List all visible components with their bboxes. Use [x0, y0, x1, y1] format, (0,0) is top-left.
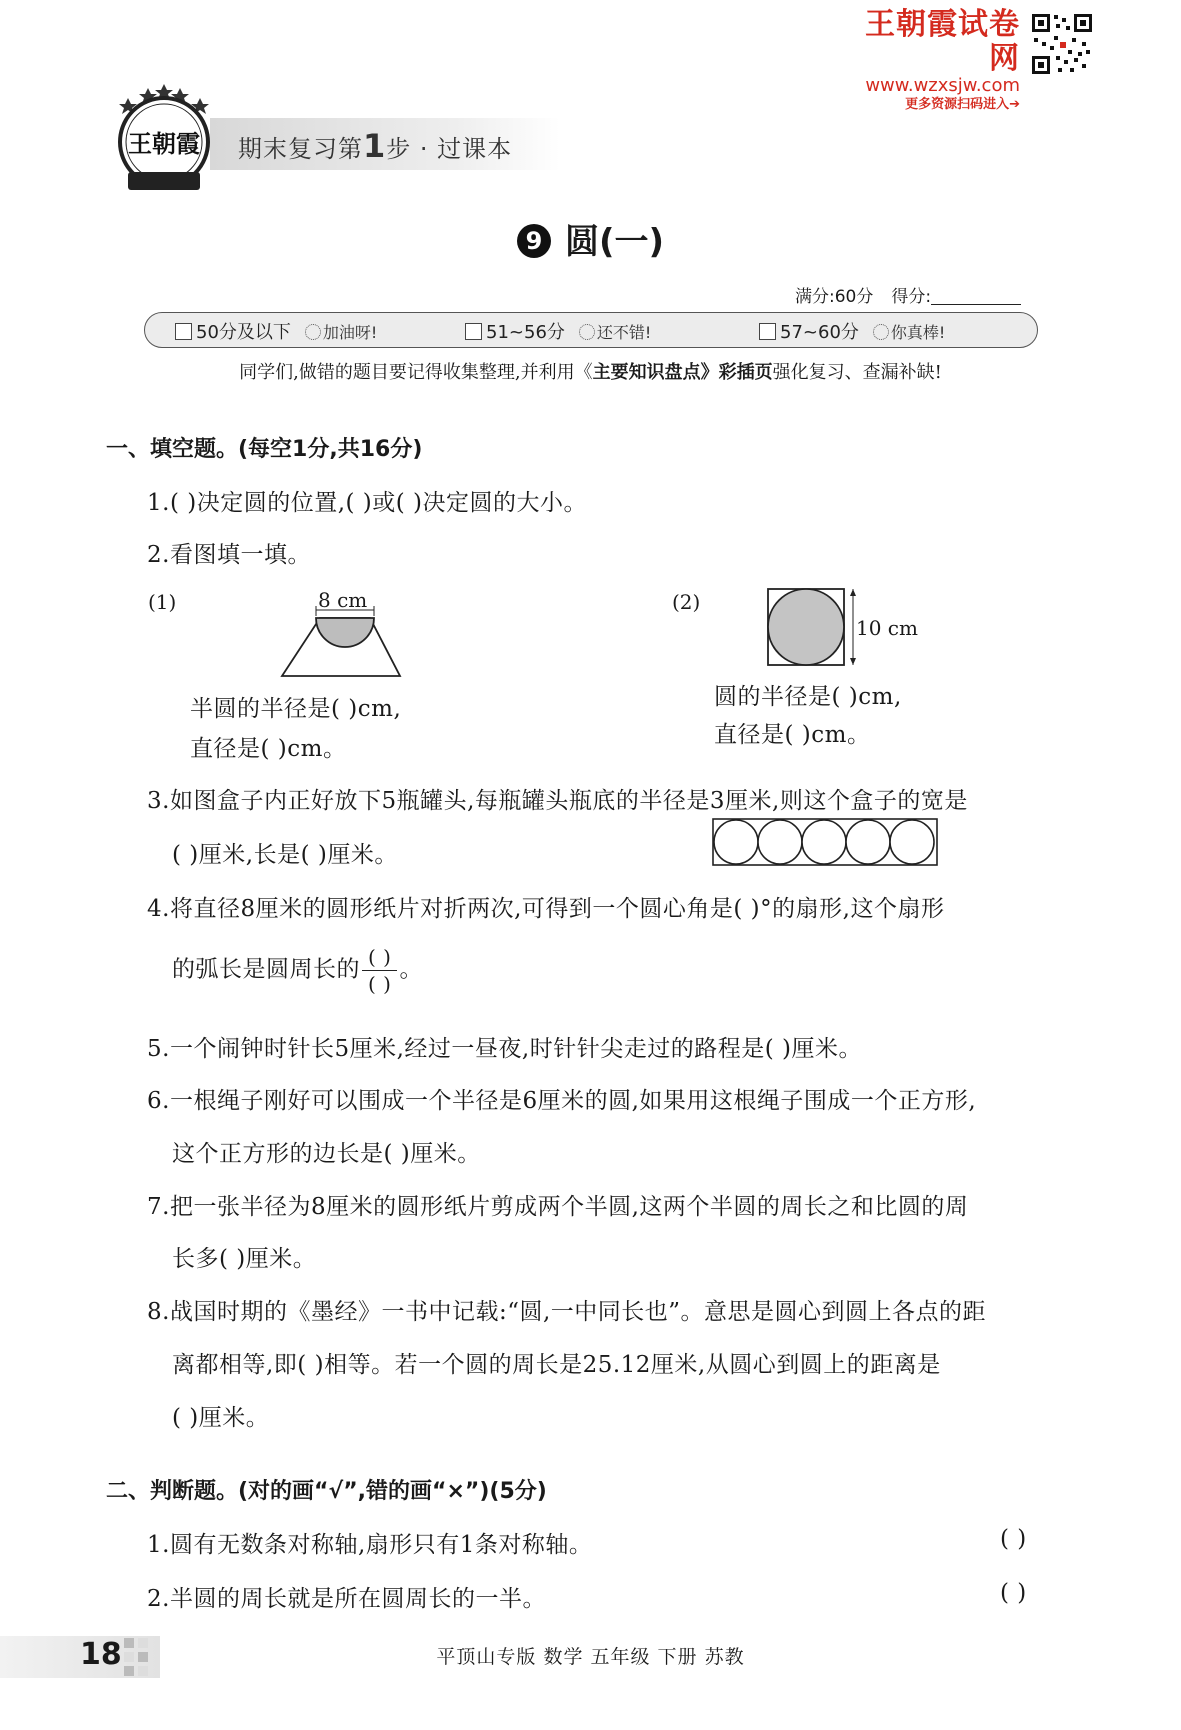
checkbox[interactable] [759, 323, 776, 340]
question-8-line-3[interactable]: ( )厘米。 [172, 1405, 270, 1431]
judgement-question-2: 2.半圆的周长就是所在圆周长的一半。 [147, 1586, 546, 1612]
judgement-question-1: 1.圆有无数条对称轴,扇形只有1条对称轴。 [147, 1532, 593, 1558]
question-2: 2.看图填一填。 [147, 542, 311, 568]
circle-in-square-figure [765, 586, 865, 670]
judgement-answer-1[interactable]: ( ) [1000, 1526, 1027, 1552]
figure-2-label: (2) [672, 590, 701, 614]
question-6-line-1: 6.一根绳子刚好可以围成一个半径是6厘米的圆,如果用这根绳子围成一个正方形, [147, 1088, 977, 1114]
judgement-answer-2[interactable]: ( ) [1000, 1580, 1027, 1606]
brand-url[interactable]: www.wzxsjw.com [865, 75, 1020, 96]
score-line [795, 282, 1021, 307]
lesson-title [0, 214, 1181, 263]
question-7-line-1: 7.把一张半径为8厘米的圆形纸片剪成两个半圆,这两个半圆的周长之和比圆的周 [147, 1194, 969, 1220]
face-icon [305, 324, 321, 340]
score-label: 得分: [891, 287, 932, 307]
footer-edition: 平顶山专版 数学 五年级 下册 苏教 [436, 1646, 745, 1668]
figure-1-diameter-question[interactable]: 直径是( )cm。 [190, 736, 347, 762]
full-score: 满分:60分 [795, 287, 874, 307]
level-item[interactable]: 50分及以下 加油呀! [175, 318, 377, 344]
figure-2-radius-question[interactable]: 圆的半径是( )cm, [714, 684, 902, 710]
logo-text: 王朝霞 [128, 129, 200, 158]
checkbox[interactable] [465, 323, 482, 340]
question-3-line-1: 3.如图盒子内正好放下5瓶罐头,每瓶罐头瓶底的半径是3厘米,则这个盒子的宽是 [147, 788, 968, 814]
level-item[interactable]: 51~56分 还不错! [465, 318, 651, 344]
figure-1-radius-question[interactable]: 半圆的半径是( )cm, [190, 696, 402, 722]
question-1[interactable]: 1.( )决定圆的位置,( )或( )决定圆的大小。 [147, 490, 588, 516]
face-icon [579, 324, 595, 340]
step-suffix: 步 · 过课本 [386, 135, 513, 163]
question-5[interactable]: 5.一个闹钟时针长5厘米,经过一昼夜,时针针尖走过的路程是( )厘米。 [147, 1036, 862, 1062]
figure-1-label: (1) [148, 590, 177, 614]
logo-badge [108, 80, 220, 198]
level-item[interactable]: 57~60分 你真棒! [759, 318, 945, 344]
self-assessment-bar [144, 312, 1038, 348]
brand-scan-hint: 更多资源扫码进入➔ [905, 97, 1020, 112]
checkbox[interactable] [175, 323, 192, 340]
step-title [238, 127, 512, 165]
step-number: 1 [363, 127, 387, 165]
score-blank[interactable] [931, 288, 1021, 305]
figure-2-diameter-question[interactable]: 直径是( )cm。 [714, 722, 871, 748]
qr-code-icon[interactable] [1030, 12, 1094, 76]
brand-block [850, 8, 1020, 114]
question-8-line-1: 8.战国时期的《墨经》一书中记载:“圆,一中同长也”。意思是圆心到圆上各点的距 [147, 1299, 987, 1325]
lesson-number: 9 [517, 224, 551, 258]
question-6-line-2[interactable]: 这个正方形的边长是( )厘米。 [172, 1141, 481, 1167]
figure-2-dimension: 10 cm [856, 616, 918, 640]
tip-text: 同学们,做错的题目要记得收集整理,并利用《主要知识盘点》彩插页强化复习、查漏补缺! [239, 362, 942, 383]
figure-1-dimension: 8 cm [318, 588, 368, 612]
question-8-line-2[interactable]: 离都相等,即( )相等。若一个圆的周长是25.12厘米,从圆心到圆上的距离是 [172, 1352, 941, 1378]
lesson-title-text: 圆(一) [564, 222, 665, 262]
brand-name: 王朝霞试卷网 [865, 7, 1020, 76]
box-with-cans-figure [712, 818, 938, 866]
question-3-line-2[interactable]: ( )厘米,长是( )厘米。 [172, 842, 398, 868]
question-4-line-2[interactable]: 的弧长是圆周长的 $\frac{( )}{( )}$ 。 [172, 945, 423, 996]
fraction-answer[interactable]: $\frac{( )}{( )}$ [362, 944, 397, 997]
question-4-line-1[interactable]: 4.将直径8厘米的圆形纸片对折两次,可得到一个圆心角是( )°的扇形,这个扇形 [147, 896, 945, 922]
question-7-line-2[interactable]: 长多( )厘米。 [172, 1246, 317, 1272]
face-icon [873, 324, 889, 340]
step-prefix: 期末复习第 [238, 135, 363, 163]
section-2-title: 二、判断题。(对的画“√”,错的画“×”)(5分) [106, 1479, 547, 1504]
section-1-title: 一、填空题。(每空1分,共16分) [106, 437, 423, 462]
page-number: 18 [80, 1637, 122, 1672]
